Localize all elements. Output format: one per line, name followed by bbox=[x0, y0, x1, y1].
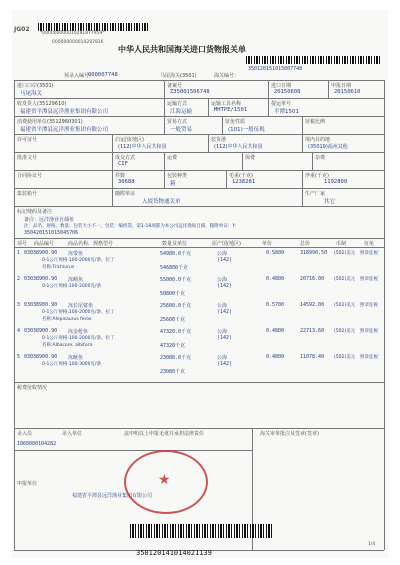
consignee-value: 福建省平潭县远洋渔业集团有限公司 bbox=[20, 109, 109, 115]
marks-label: 标记唛码及备注 bbox=[17, 209, 53, 215]
tax-section-label: 税费征收情况 bbox=[17, 385, 48, 391]
destination-label: 境内目的地 bbox=[305, 137, 331, 143]
consignee-label: 收发货人(35129610) bbox=[17, 101, 67, 107]
net-weight-label: 净重(千克) bbox=[305, 173, 329, 179]
transport-label: 运输方式 bbox=[167, 101, 188, 107]
destination-value: (35019)福州其他 bbox=[308, 144, 348, 150]
tax-value: (101)一般征税 bbox=[228, 127, 265, 133]
marks-line-2: 注：品名、规格、数量、包装大小不一，包装：编织袋，第1-18项都为本公司远洋渔船自捕，随附单证：Y: bbox=[24, 224, 236, 229]
col-qty: 数量及单位 bbox=[162, 241, 188, 247]
agent-label: 马尾海关(3501) bbox=[160, 73, 197, 79]
misc-label: 杂费 bbox=[315, 155, 326, 161]
customs-approval-label: 海关审单批注及签章(签章) bbox=[260, 431, 319, 437]
record-label: 备案号 bbox=[167, 83, 183, 89]
license-ratio-label: 征税比例 bbox=[305, 119, 326, 125]
customs-declaration-sheet: JG02 *000000000010281877959* 000000000010287816 中华人民共和国海关进口货物报关单 350120151015007748 预录入编号： 000007748 马尾海关(3501) 海关编号： 进口口岸(3501) 马尾海关 备案号 Z35001506748 进口日期 20150608 申报日期 20150610 收发货人(35129610) 福建省平潭县远洋渔业集团有限公司 运输方式 江海运输 运输工具名称 MHTPE/1501 提运单号 平潭1501 消费使用单位(3512960301) 福建省平潭县远洋渔业集团有限公司 贸易方式 一般贸易 征免性质 (101)一般征税 征税比例 许可证号 启运国(地区) (112)中华人民共和国 装货港 (112)中华人民共和国 境内目的地 (35019)福州其他 批准文号 成交方式 CIF 运费 保费 杂费 合同协议号 件数 30688 包装种类 箱 毛重(千克) 1238281 净重(千克) 1192800 集装箱号 随附单证 入境货物通关单 生产厂家 其它 标记唛码及备注 备注：远洋渔业自捕鱼 注：品名、规格、数量、包装大小不一，包装：编织袋，第1-18项都为本公司远洋渔船自捕，随附单证：Y: 350420151015045706 项号 商品编号 商品名称、规格型号 数量及单位 原产国(地区) 单价 总价 币制 征免 1 03038900.90 冻带鱼 0-1公斤规格:100-2000克/条、拉丁 名称:Trichiurus 54980.0千克 546800千克 公海 (142) 0.5800 318990.50 (502)美元 照章征税 2 03038900.90 冻鲭鱼 0-1公斤规格:100-2000克/条 55000.0千克 50800千克 公海 (142) 0.4800 20716.00 (502)美元 照章征税 3 03038900.90 冻长尾鲨鱼 0-1公斤规格:100-2000克/条、拉丁 名称:Alepisaurus ferox 25600.0千克 25600千克 公海 (142) 0.5700 14592.00 (502)美元 照章征税 4 03038900.90 冻金枪鱼 0-1公斤规格:100-2000克/条、拉丁 名称:Albacore, albifora 47320.0千克 47320千克 公海 (142) 0.4800 22713.60 (502)美元 照章征税 5 03038900.90 冻鱿鱼 0-1公斤规格:100-3000克/条 23080.0千克 23080千克 公海 (142) 0.4800 11078.40 (502)美元 照章征税 税费征收情况 录入员 录入单位 兹申明以上申报无讹并承担法律责任 海关审单批注及签章(签章) 1060080104282 申报单位 福建省平潭县远洋渔业集团有限公司 ★ 1/4 bbox=[12, 10, 388, 558]
contract-label: 合同协议号 bbox=[17, 173, 43, 179]
deal-label: 成交方式 bbox=[115, 155, 136, 161]
right-barcode-number: 350120151015007748 bbox=[248, 66, 303, 72]
pack-label: 包装种类 bbox=[167, 173, 188, 179]
net-weight-value: 1192800 bbox=[324, 179, 348, 185]
marks-line-1: 备注：远洋渔业自捕鱼 bbox=[24, 217, 75, 223]
form-title: 中华人民共和国海关进口货物报关单 bbox=[118, 45, 246, 54]
producer-value: 其它 bbox=[324, 199, 336, 205]
right-barcode bbox=[246, 56, 381, 64]
user-value: 福建省平潭县远洋渔业集团有限公司 bbox=[20, 127, 109, 133]
pieces-value: 30688 bbox=[118, 179, 135, 185]
company-seal bbox=[124, 450, 208, 514]
col-name: 商品名称、规格型号 bbox=[68, 241, 114, 247]
bottom-barcode bbox=[130, 524, 272, 538]
bill-label: 提运单号 bbox=[271, 101, 292, 107]
import-date-label: 进口日期 bbox=[271, 83, 292, 89]
docs-label: 随附单证 bbox=[115, 191, 136, 197]
container-label: 集装箱号 bbox=[17, 191, 38, 197]
col-currency: 币制 bbox=[336, 241, 347, 247]
gross-weight-label: 毛重(千克) bbox=[229, 173, 253, 179]
vessel-value: MHTPE/1501 bbox=[214, 107, 248, 113]
statement: 兹申明以上申报无讹并承担法律责任 bbox=[124, 431, 205, 437]
port-label: 进口口岸(3501) bbox=[17, 83, 54, 89]
approval-label: 批准文号 bbox=[17, 155, 38, 161]
col-exempt: 征免 bbox=[364, 241, 375, 247]
seal-star-icon: ★ bbox=[158, 472, 171, 488]
vessel-label: 运输工具名称 bbox=[211, 101, 242, 107]
pre-entry-label: 预录入编号： bbox=[64, 73, 95, 79]
deal-value: CIF bbox=[118, 161, 128, 167]
gross-weight-value: 1238281 bbox=[232, 179, 256, 185]
declare-unit-label: 申报单位 bbox=[17, 481, 38, 487]
customs-no-label: 海关编号： bbox=[214, 73, 240, 79]
port-value: 马尾海关 bbox=[20, 91, 43, 97]
producer-label: 生产厂家 bbox=[305, 191, 326, 197]
insure-label: 保费 bbox=[245, 155, 256, 161]
tax-label: 征免性质 bbox=[225, 119, 246, 125]
entry-person-label: 录入员 bbox=[17, 431, 33, 437]
user-label: 消费使用单位(3512960301) bbox=[17, 119, 83, 125]
trade-value: 一般贸易 bbox=[170, 127, 193, 133]
import-date-value: 20150608 bbox=[274, 89, 301, 95]
pre-entry-no: 000007748 bbox=[88, 72, 118, 78]
top-barcode bbox=[38, 23, 148, 31]
license-no-label: 许可证号 bbox=[17, 137, 38, 143]
record-value: Z35001506748 bbox=[170, 89, 210, 95]
top-barcode-number-2: 000000000010287816 bbox=[52, 40, 104, 45]
depart-country-label: 启运国(地区) bbox=[115, 137, 144, 143]
docs-value: 入境货物通关单 bbox=[142, 199, 181, 205]
page-indicator: 1/4 bbox=[368, 542, 376, 547]
bottom-barcode-number: 350120141014021139 bbox=[136, 549, 212, 557]
declare-date-value: 20150610 bbox=[334, 89, 361, 95]
freight-label: 运费 bbox=[167, 155, 178, 161]
bill-value: 平潭1501 bbox=[274, 109, 299, 115]
entry-unit-label: 录入单位 bbox=[62, 431, 83, 437]
transport-value: 江海运输 bbox=[170, 109, 193, 115]
declare-date-label: 申报日期 bbox=[331, 83, 352, 89]
marks-line-3: 350420151015045706 bbox=[24, 230, 79, 236]
col-code: 商品编号 bbox=[34, 241, 55, 247]
depart-country-value: (112)中华人民共和国 bbox=[118, 144, 167, 150]
entry-no: 1060080104282 bbox=[17, 441, 57, 447]
declare-unit-value: 福建省平潭县远洋渔业集团有限公司 bbox=[72, 493, 153, 499]
transit-port-value: (112)中华人民共和国 bbox=[214, 144, 263, 150]
form-code: JG02 bbox=[14, 26, 30, 33]
trade-label: 贸易方式 bbox=[167, 119, 188, 125]
col-no: 项号 bbox=[17, 241, 28, 247]
top-barcode-number: *000000000010281877959* bbox=[40, 31, 105, 36]
pieces-label: 件数 bbox=[115, 173, 126, 179]
pack-value: 箱 bbox=[170, 181, 176, 187]
col-total: 总价 bbox=[300, 241, 311, 247]
transit-port-label: 装货港 bbox=[211, 137, 227, 143]
col-country: 原产国(地区) bbox=[212, 241, 241, 247]
col-unit-price: 单价 bbox=[262, 241, 273, 247]
